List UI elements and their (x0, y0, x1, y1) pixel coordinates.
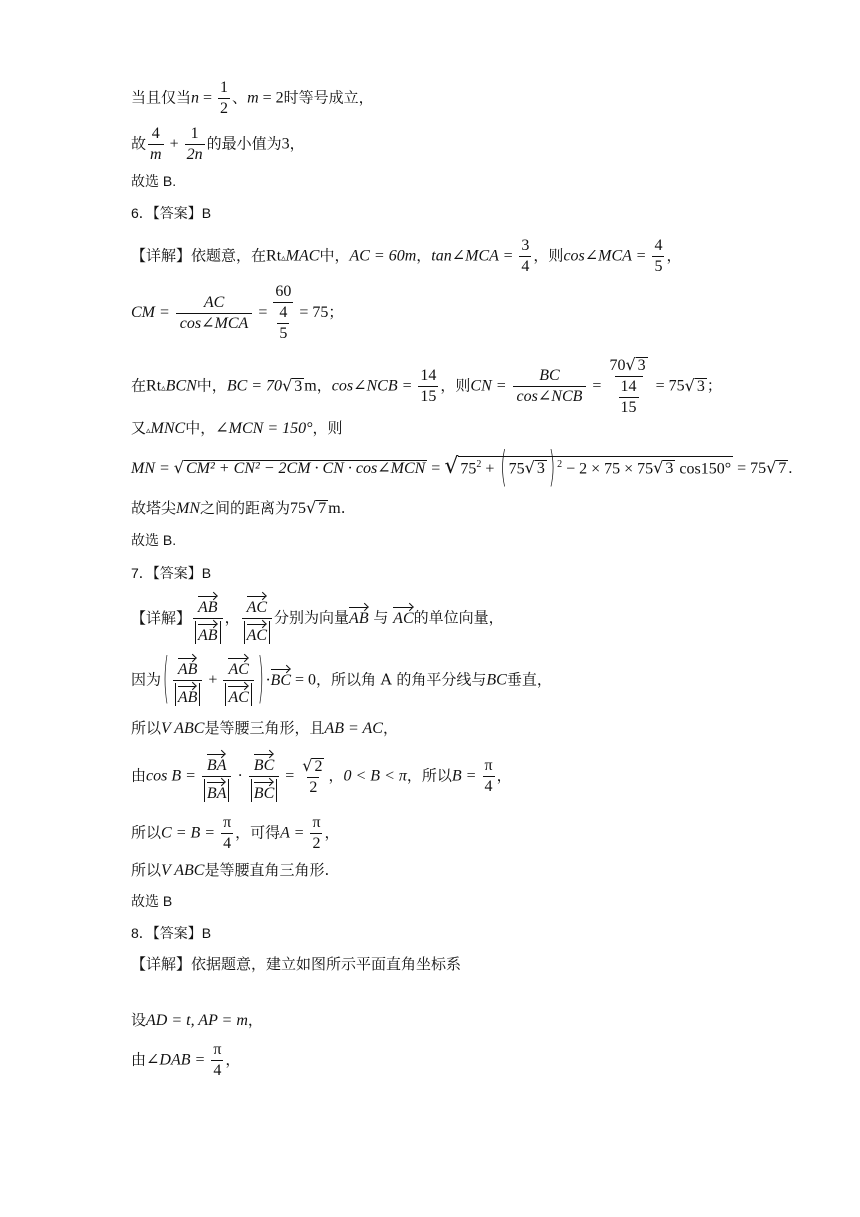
line-cm-calc: CM = $\frac{AC}{\text{cos∠MCA}}$ = $\frac{60}{\frac{4}{5}}$ = 75； (131, 283, 344, 342)
line-right-isosceles: 所以V ABC是等腰直角三角形. (131, 861, 330, 879)
answer-heading-7: 7．【答案】B (131, 565, 212, 581)
line-answer-choice: 故选 B. (131, 173, 177, 189)
line-perpendicular: 因为 ( $\frac{AB}{AB}$ + $\frac{AC}{AC}$ ) ·BC = 0，所以角 A 的角平分线与BC垂直， (131, 645, 552, 711)
line-set-vars: 设AD = t, AP = m， (131, 1011, 263, 1029)
line-answer-choice-6: 故选 B. (131, 532, 177, 548)
fraction: $\frac{1}{2}$ (220, 79, 229, 117)
line-mnc: 又▵MNC中，∠MCN = 150°，则 (131, 419, 343, 437)
line-cos-b: 由cos B = $\frac{BA}{BA}$ · $\frac{BC}{BC}$ = √ 2 2 ，0 < B < π，所以B = $\frac{\pi}{4}$ ， (131, 751, 512, 802)
line-isosceles: 所以V ABC是等腰三角形，且AB = AC， (131, 719, 398, 737)
fraction: $\frac{1}{2n}$ (186, 125, 203, 163)
line-detail-mac: 【详解】依题意，在Rt▵MAC中，AC = 60m，tan∠MCA = $\frac{3}{4}$ ，则cos∠MCA = $\frac{4}{5}$ ， (131, 237, 682, 275)
line-equality-condition: 当且仅当n = $\frac{1}{2}$ 、m = 2时等号成立， (131, 79, 374, 117)
fraction: $\frac{4}{m}$ (150, 125, 162, 163)
line-detail-bcn: 在Rt▵BCN中，BC = 70 √ 3 m，cos∠NCB = $\frac{14}{15}$ ，则CN = $\frac{BC}{\text{cos∠NCB}}$ = 70 √ 3 $\frac{14}{15}$ = 75 √ 3 ； (131, 355, 722, 416)
line-distance: 故塔尖MN之间的距离为75 √ 7 m. (131, 498, 346, 517)
line-angles: 所以C = B = $\frac{\pi}{4}$ ，可得A = $\frac{\pi}{2}$ ， (131, 814, 340, 852)
line-minimum-value: 故 $\frac{4}{m}$ + $\frac{1}{2n}$ 的最小值为3， (131, 125, 305, 163)
answer-heading-8: 8．【答案】B (131, 925, 212, 941)
line-mn-calc: MN = √ CM² + CN² − 2CM · CN · cos∠MCN = √ $75^2$ + ( 75 √ 3 ) $^2$ − 2 × 75 × 75 √ 3 cos150° = 75 √ 7 . (131, 442, 793, 492)
answer-heading-6: 6．【答案】B (131, 205, 212, 221)
line-unit-vectors: 【详解】 $\frac{AB}{AB}$ ， $\frac{AC}{AC}$ 分别为向量AB 与 AC的单位向量， (131, 593, 504, 644)
line-angle-dab: 由∠DAB = $\frac{\pi}{4}$ ， (131, 1041, 241, 1079)
line-coordinate-system: 【详解】依据题意，建立如图所示平面直角坐标系 (131, 955, 462, 973)
line-answer-choice-7: 故选 B (131, 893, 173, 909)
